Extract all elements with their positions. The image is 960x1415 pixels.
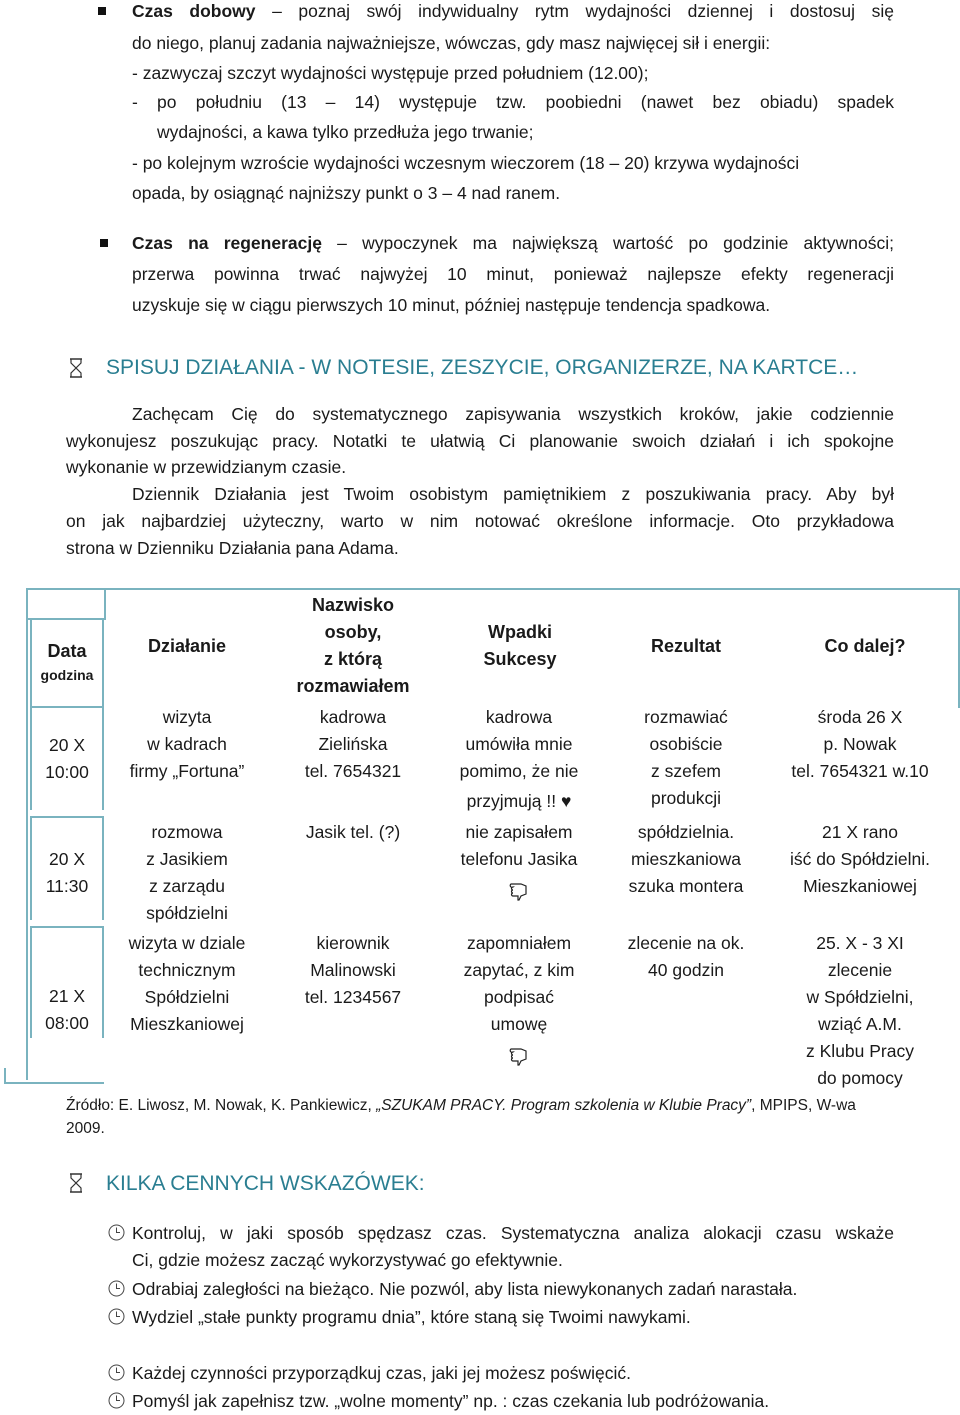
tip-1-cont: Ci, gdzie możesz zacząć wykorzystywać go efektywnie. — [132, 1250, 563, 1270]
spisuj-p1-line1: Zachęcam Cię do systematycznego zapisywania wszystkich kroków, jakie codziennie — [132, 404, 894, 424]
bullet-square — [100, 239, 108, 247]
source-suffix: , MPIPS, W-wa — [751, 1097, 856, 1114]
table-frame — [30, 706, 104, 708]
spisuj-p2-line2: on jak najbardziej użyteczny, warto w nim notować określone informacje. Oto przykładowa — [66, 511, 894, 531]
row3-outcome-line: podpisać — [483, 987, 555, 1007]
table-frame — [102, 926, 104, 1038]
tip-3: Wydziel „stałe punkty programu dnia”, które staną się Twoimi nawykami. — [132, 1307, 691, 1327]
row1-action-line: firmy „Fortuna” — [129, 761, 245, 781]
clock-icon — [108, 1392, 125, 1409]
row1-outcome — [434, 704, 604, 815]
row3-next-line: 25. X - 3 XI — [816, 933, 904, 953]
table-frame — [4, 1082, 104, 1084]
row1-result-line: z szefem — [650, 761, 722, 781]
row1-action-line: wizyta — [162, 707, 212, 727]
czas-dobowy-line2: do niego, planuj zadania najważniejsze, wówczas, gdy masz najwięcej sił i energii: — [132, 33, 771, 53]
row1-next-line: p. Nowak — [823, 734, 897, 754]
regeneracja-intro: – wypoczynek ma największą wartość po godzinie aktywności; — [321, 233, 895, 253]
table-frame — [26, 588, 960, 590]
row2-result — [606, 819, 766, 900]
bullet-square — [98, 7, 106, 15]
row3-outcome-line: umowę — [490, 1014, 548, 1034]
row2-action-line: z Jasikiem — [146, 849, 228, 869]
action-diary-table — [0, 588, 960, 1088]
source-line2: 2009. — [66, 1120, 105, 1137]
regeneracja-line1 — [132, 230, 894, 257]
row1-outcome-line: kadrowa — [485, 707, 553, 727]
table-frame — [26, 618, 106, 620]
row3-person-line: Malinowski — [310, 960, 396, 980]
header-rezultat: Rezultat — [650, 636, 721, 656]
hourglass-icon — [68, 358, 84, 378]
row3-result-line: zlecenie na ok. — [627, 933, 745, 953]
row1-result-line: osobiście — [649, 734, 723, 754]
wskazowki-heading: KILKA CENNYCH WSKAZÓWEK: — [106, 1172, 425, 1195]
row2-action-line: z zarządu — [149, 876, 225, 896]
row2-result-line: mieszkaniowa — [631, 849, 741, 869]
table-frame — [30, 816, 104, 818]
czas-dobowy-line4: - po południu (13 – 14) występuje tzw. poobiedni (nawet bez obiadu) spadek — [132, 92, 894, 112]
row3-action-line: Spółdzielni — [144, 987, 230, 1007]
clock-icon — [108, 1308, 125, 1325]
header-wpadki-line: Sukcesy — [483, 649, 557, 669]
tip-1: Kontroluj, w jaki sposób spędzasz czas. Systematyczna analiza alokacji czasu wskaże — [132, 1223, 894, 1243]
row1-result-line: rozmawiać — [644, 707, 728, 727]
row2-person-line: Jasik tel. (?) — [305, 822, 401, 842]
row3-action-line: Mieszkaniowej — [130, 1014, 244, 1034]
clock-icon — [108, 1364, 125, 1381]
source-prefix: Źródło: E. Liwosz, M. Nowak, K. Pankiewicz, — [66, 1097, 377, 1114]
row3-next-line: wziąć A.M. — [818, 1014, 902, 1034]
row1-person-line: kadrowa — [319, 707, 387, 727]
table-frame — [104, 590, 106, 618]
row3-action — [106, 930, 268, 1038]
row1-next-line: środa 26 X — [817, 707, 903, 727]
spisuj-p1-line3: wykonanie w przewidzianym czasie. — [66, 457, 347, 477]
tip-2: Odrabiaj zaległości na bieżąco. Nie pozwól, aby lista niewykonanych zadań narastała. — [132, 1279, 798, 1299]
row2-person — [270, 819, 436, 846]
table-frame — [30, 926, 104, 928]
row3-result-line: 40 godzin — [648, 960, 724, 980]
row3-next-line: zlecenie — [827, 960, 893, 980]
hourglass-icon — [68, 1173, 84, 1193]
source-title: „SZUKAM PRACY. Program szkolenia w Klubie Pracy” — [376, 1097, 752, 1114]
row2-outcome-line: nie zapisałem — [465, 822, 573, 842]
row3-next-line: do pomocy — [817, 1068, 903, 1088]
row3-next — [770, 930, 950, 1092]
thumbs-down-icon — [434, 879, 604, 909]
header-nazwisko — [270, 592, 436, 700]
row3-outcome — [434, 930, 604, 1074]
czas-dobowy-line5: wydajności, a kawa tylko przedłuża jego trwanie; — [157, 122, 534, 142]
row1-action — [106, 704, 268, 785]
header-nazwisko-line: rozmawiałem — [296, 676, 410, 696]
header-data-label: Data — [47, 641, 87, 661]
row2-action-line: rozmowa — [151, 822, 223, 842]
row3-time-line: 08:00 — [45, 1013, 89, 1033]
regeneracja-title: Czas na regenerację — [132, 233, 322, 253]
row2-action — [106, 819, 268, 927]
row1-date — [32, 732, 102, 786]
table-frame — [102, 706, 104, 810]
spisuj-heading: SPISUJ DZIAŁANIA - W NOTESIE, ZESZYCIE, ORGANIZERZE, NA KARTCE… — [106, 356, 859, 379]
row2-action-line: spółdzielni — [146, 903, 228, 923]
row1-person-line: Zielińska — [318, 734, 388, 754]
row2-next-line: 21 X rano — [822, 822, 898, 842]
header-nazwisko-line: Nazwisko — [311, 595, 395, 615]
header-data — [32, 638, 102, 685]
row3-next-line: w Spółdzielni, — [806, 987, 914, 1007]
row3-date-line: 21 X — [49, 986, 85, 1006]
row1-result-line: produkcji — [650, 788, 722, 808]
header-nazwisko-line: z którą — [323, 649, 383, 669]
table-frame — [102, 816, 104, 920]
header-co-dalej: Co dalej? — [824, 636, 906, 656]
row1-outcome-line: pomimo, że nie — [459, 761, 579, 781]
czas-dobowy-line3: - zazwyczaj szczyt wydajności występuje przed południem (12.00); — [132, 63, 649, 83]
clock-icon — [108, 1224, 125, 1241]
row3-action-line: technicznym — [138, 960, 236, 980]
row2-next-line: Mieszkaniowej — [803, 876, 917, 896]
row3-date — [32, 983, 102, 1037]
header-nazwisko-line: osoby, — [324, 622, 382, 642]
czas-dobowy-line6: - po kolejnym wzroście wydajności wczesnym wieczorem (18 – 20) krzywa wydajności — [132, 153, 800, 173]
row1-next-line: tel. 7654321 w.10 — [791, 761, 929, 781]
tip-5: Pomyśl jak zapełnisz tzw. „wolne momenty” np. : czas czekania lub podróżowania. — [132, 1391, 770, 1411]
czas-dobowy-line7: opada, by osiągnąć najniższy punkt o 3 – 4 nad ranem. — [132, 183, 561, 203]
header-wpadki-line: Wpadki — [487, 622, 552, 642]
row2-result-line: spółdzielnia. — [637, 822, 735, 842]
row1-outcome-line: przyjmują !! ♥ — [466, 791, 572, 811]
row3-person-line: tel. 1234567 — [304, 987, 402, 1007]
regeneracja-line3: uzyskuje się w ciągu pierwszych 10 minut, później następuje tendencja spadkowa. — [132, 295, 771, 315]
thumbs-down-icon — [434, 1044, 604, 1074]
row2-next-line: iść do Spółdzielni. — [789, 849, 931, 869]
row1-person-line: tel. 7654321 — [304, 761, 402, 781]
row1-date-line: 20 X — [49, 735, 85, 755]
header-wpadki — [440, 619, 600, 673]
row3-person-line: kierownik — [316, 933, 390, 953]
czas-dobowy-line1 — [132, 0, 894, 25]
header-godzina-label: godzina — [40, 667, 94, 683]
row3-action-line: wizyta w dziale — [128, 933, 246, 953]
row3-next-line: z Klubu Pracy — [806, 1041, 914, 1061]
row3-result — [606, 930, 766, 984]
row1-result — [606, 704, 766, 812]
czas-dobowy-intro: – poznaj swój indywidualny rytm wydajności dziennej i dostosuj się — [255, 1, 894, 21]
spisuj-p2-line1: Dziennik Działania jest Twoim osobistym pamiętnikiem z poszukiwania pracy. Aby był — [132, 484, 894, 504]
row1-outcome-line: umówiła mnie — [465, 734, 573, 754]
row1-person — [270, 704, 436, 785]
table-frame — [102, 618, 104, 708]
tip-4: Każdej czynności przyporządkuj czas, jaki jej możesz poświęcić. — [132, 1363, 631, 1383]
row2-date — [32, 846, 102, 900]
row1-action-line: w kadrach — [147, 734, 227, 754]
row2-result-line: szuka montera — [628, 876, 744, 896]
header-dzialanie: Działanie — [147, 636, 227, 656]
row3-outcome-line: zapytać, z kim — [463, 960, 575, 980]
row2-date-line: 20 X — [49, 849, 85, 869]
row2-time-line: 11:30 — [45, 876, 89, 896]
table-frame — [26, 588, 28, 1080]
row3-person — [270, 930, 436, 1011]
source-line1 — [66, 1093, 856, 1119]
row1-time-line: 10:00 — [45, 762, 89, 782]
czas-dobowy-title: Czas dobowy — [132, 1, 256, 21]
row3-outcome-line: zapomniałem — [466, 933, 572, 953]
row2-next — [770, 819, 950, 900]
regeneracja-line2: przerwa powinna trwać najwyżej 10 minut, ponieważ najlepsze efekty regeneracji — [132, 264, 894, 284]
row2-outcome — [434, 819, 604, 909]
spisuj-p2-line3: strona w Dzienniku Działania pana Adama. — [66, 538, 399, 558]
row1-next — [770, 704, 950, 785]
row2-outcome-line: telefonu Jasika — [460, 849, 578, 869]
clock-icon — [108, 1280, 125, 1297]
spisuj-p1-line2: wykonujesz poszukując pracy. Notatki te ułatwią Ci planowanie swoich działań i ich spokojne — [66, 431, 894, 451]
